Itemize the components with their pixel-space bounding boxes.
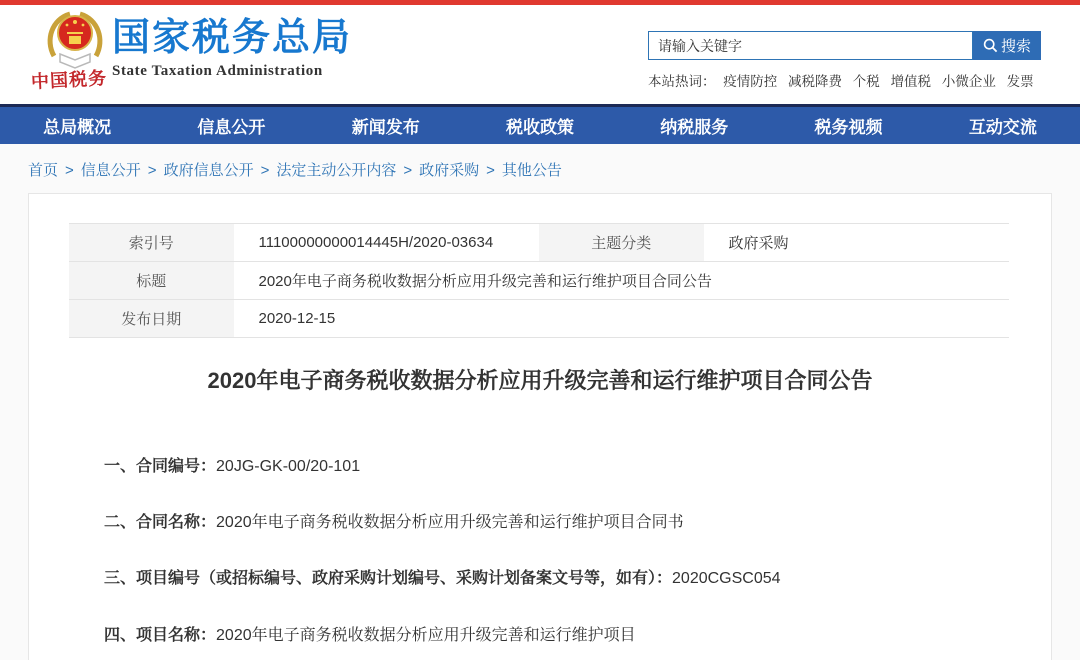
meta-table (69, 223, 1009, 338)
meta-label-category: 主题分类 (539, 224, 704, 262)
breadcrumb-home[interactable]: 首页 (28, 162, 59, 179)
site-subtitle: State Taxation Administration (112, 62, 323, 79)
breadcrumb (0, 144, 1080, 193)
nav-item-tax-video[interactable]: 税务视频 (814, 118, 883, 137)
main-content-area (0, 144, 1080, 660)
breadcrumb-separator: > (486, 162, 495, 179)
contract-number-label: 一、合同编号： (104, 458, 217, 475)
contract-name-label: 二、合同名称： (104, 514, 217, 532)
nav-item-news[interactable]: 新闻发布 (351, 118, 420, 137)
table-row (69, 262, 1009, 300)
logo-caption: 中国税务 (30, 68, 108, 93)
hot-word-link[interactable]: 增值税 (890, 74, 932, 89)
brand-text (112, 18, 352, 80)
taxation-emblem-icon (36, 10, 114, 72)
breadcrumb-separator: > (147, 162, 157, 179)
breadcrumb-gov-info[interactable]: 政府信息公开 (163, 162, 254, 179)
project-number-line (104, 569, 1051, 588)
meta-label-title: 标题 (69, 262, 234, 300)
contract-number-line (104, 457, 1051, 476)
breadcrumb-gov-procurement[interactable]: 政府采购 (419, 162, 480, 179)
nav-item-info-disclosure[interactable]: 信息公开 (197, 118, 266, 137)
hot-word-link[interactable]: 疫情防控 (723, 74, 778, 89)
contract-name-line (104, 513, 1051, 532)
nav-item-tax-services[interactable]: 纳税服务 (660, 118, 729, 137)
article-title: 2020年电子商务税收数据分析应用升级完善和运行维护项目合同公告 (207, 368, 873, 393)
nav-item-overview[interactable]: 总局概况 (43, 118, 112, 137)
project-name-label: 四、项目名称： (104, 626, 217, 644)
hot-word-link[interactable]: 个税 (852, 74, 880, 89)
main-nav (0, 104, 1080, 144)
search-area (648, 31, 1044, 90)
hot-words (648, 70, 1044, 90)
meta-value-index: 11100000000014445H/2020-03634 (234, 224, 540, 262)
contract-number-value: 20JG-GK-00/20-101 (216, 458, 361, 475)
breadcrumb-separator: > (260, 162, 270, 179)
search-button[interactable] (973, 31, 1041, 60)
meta-label-index: 索引号 (69, 224, 234, 262)
meta-label-date: 发布日期 (69, 300, 234, 338)
breadcrumb-separator: > (65, 162, 74, 179)
search-input[interactable] (648, 31, 973, 60)
table-row (69, 224, 1009, 262)
contract-name-value: 2020年电子商务税收数据分析应用升级完善和运行维护项目合同书 (216, 514, 684, 532)
project-name-line (104, 626, 1051, 645)
search-icon (983, 38, 998, 53)
project-number-label: 三、项目编号（或招标编号、政府采购计划编号、采购计划备案文号等，如有）： (104, 570, 673, 588)
breadcrumb-info-disclosure[interactable]: 信息公开 (80, 162, 141, 179)
hot-words-label: 本站热词： (648, 74, 716, 89)
hot-word-link[interactable]: 减税降费 (788, 74, 843, 89)
meta-value-category: 政府采购 (704, 224, 1010, 262)
project-name-value: 2020年电子商务税收数据分析应用升级完善和运行维护项目 (216, 626, 636, 644)
content-card (28, 193, 1052, 660)
table-row (69, 300, 1009, 338)
meta-value-date: 2020-12-15 (234, 300, 1010, 338)
nav-item-tax-policy[interactable]: 税收政策 (505, 118, 574, 137)
hot-word-link[interactable]: 发票 (1006, 74, 1034, 89)
breadcrumb-statutory-disclosure[interactable]: 法定主动公开内容 (276, 162, 397, 179)
hot-word-link[interactable]: 小微企业 (941, 74, 996, 89)
article-body (104, 457, 1051, 645)
breadcrumb-separator: > (403, 162, 413, 179)
site-title: 国家税务总局 (112, 17, 353, 59)
search-button-label: 搜索 (1000, 38, 1031, 55)
breadcrumb-other-notices[interactable]: 其他公告 (501, 162, 562, 179)
meta-value-title: 2020年电子商务税收数据分析应用升级完善和运行维护项目合同公告 (234, 262, 1010, 300)
nav-item-interaction[interactable]: 互动交流 (968, 118, 1037, 137)
project-number-value: 2020CGSC054 (672, 570, 781, 588)
site-header (0, 5, 1080, 104)
